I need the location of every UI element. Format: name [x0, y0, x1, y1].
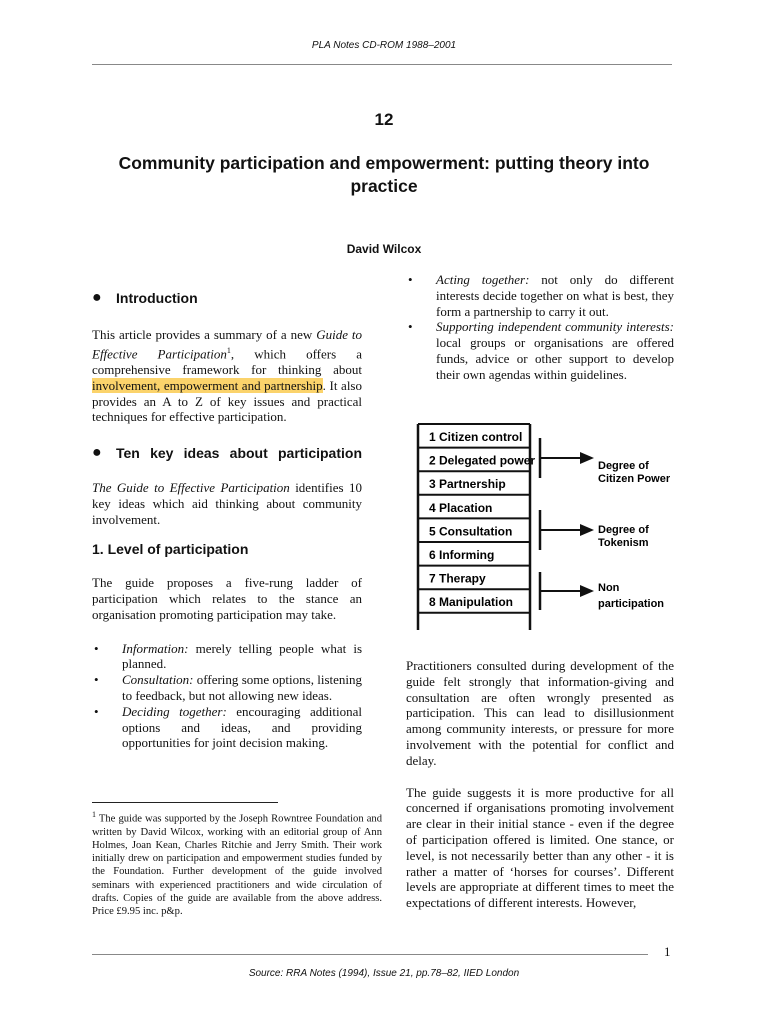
- list-item: • Deciding together: encouraging additional options and ideas, and providing opportunities for joint decision making.: [94, 703, 362, 751]
- ladder-rung-label: 8 Manipulation: [429, 595, 513, 610]
- group-label-line2: Citizen Power: [598, 473, 671, 485]
- list-item: • Consultation: offering some options, listening to feedback, but not allowing new ideas.: [94, 672, 362, 704]
- right-column-bottom: [406, 658, 674, 911]
- highlighted-text: involvement, empowerment and partnership: [92, 377, 323, 393]
- list-item: • Acting together: not only do different interests decide together on what is best, they form a partnership to carry it out.: [408, 272, 674, 319]
- ladder-rung-label: 5 Consultation: [429, 524, 513, 539]
- level-heading: 1. Level of participation: [92, 540, 249, 557]
- article-title: Community participation and empowerment: putting theory into practice: [118, 153, 650, 196]
- ladder-rung-label: 1 Citizen control: [429, 430, 523, 444]
- footnote: $^1$ The guide was supported by the Joseph Rowntree Foundation and written by David Wilcox, working with an editorial group of Ann Holmes, Joan Kean, Charles Ritchie and Jerry Smith. Their work initially drew on participation and empowerment studies funded by the Foundation. Further development of the guide involved seminars with experienced practitioners and wide circulation of drafts. Copies of the guide are available from the above address. Price £9.95 inc. p&p.: [92, 810, 382, 917]
- participation-levels-list: [92, 641, 362, 752]
- practitioners-paragraph: Practitioners consulted during development of the guide felt strongly that information-giving and consultation are often wrongly presented as participation. This can lead to disillusionment among community interests, or pressure for more involvement with the potential for conflict and delay.: [406, 658, 674, 768]
- ladder-of-participation-diagram: [412, 420, 674, 632]
- group-label-line2: participation: [598, 598, 665, 610]
- ladder-rung-label: 7 Therapy: [429, 571, 486, 586]
- page-number: 1: [664, 944, 671, 959]
- group-label-line2: Tokenism: [598, 537, 649, 549]
- ten-ideas-heading: ● Ten key ideas about participation: [92, 444, 362, 462]
- ladder-rung-label: 2 Delegated power: [429, 453, 536, 468]
- list-item: • Information: merely telling people what is planned.: [94, 640, 362, 672]
- arrow-head-icon: [580, 524, 594, 536]
- participation-levels-list-cont: [406, 272, 674, 383]
- group-label-line1: Non: [598, 582, 620, 594]
- source-citation: Source: RRA Notes (1994), Issue 21, pp.78–82, IIED London: [248, 968, 520, 979]
- group-label-line1: Degree of: [598, 524, 649, 536]
- chapter-number: 12: [374, 110, 394, 129]
- running-header: PLA Notes CD-ROM 1988–2001: [311, 40, 457, 51]
- ladder-rung-label: 6 Informing: [429, 548, 495, 562]
- right-column-top: [406, 272, 674, 383]
- guide-suggests-paragraph: The guide suggests it is more productive for all concerned if organisations promoting involvement are clear in their initial stance - even if the degree of participation offered is limited. One stance, or level, is not necessarily better than any other - it is rather a matter of ‘horses for courses’. Different levels are appropriate at different times to meet the expectations of different interests. However,: [406, 784, 674, 911]
- intro-heading: ● Introduction: [92, 289, 198, 306]
- header-rule: [92, 64, 672, 65]
- bullet-icon: ●: [92, 289, 102, 306]
- author-name: David Wilcox: [346, 242, 422, 256]
- ten-ideas-paragraph: The Guide to Effective Participation identifies 10 key ideas which aid thinking about community involvement.: [92, 480, 362, 527]
- ladder-rung-label: 3 Partnership: [429, 477, 506, 492]
- level-paragraph: The guide proposes a five-rung ladder of participation which relates to the stance an organisation promoting participation may take.: [92, 575, 362, 622]
- bullet-icon: ●: [92, 444, 102, 462]
- intro-paragraph: This article provides a summary of a new Guide to Effective Participation$^1$, which offers a comprehensive framework for thinking about involvement, empowerment and partnership. It also provides an A to Z of key issues and practical techniques for effective participation.: [92, 327, 362, 425]
- list-item: • Supporting independent community interests: local groups or organisations are offered funds, advice or other support to develop their own agendas within guidelines.: [408, 319, 674, 382]
- group-label-line1: Degree of: [598, 460, 649, 472]
- ladder-rung-label: 4 Placation: [429, 500, 493, 515]
- left-column: [92, 290, 362, 751]
- arrow-head-icon: [580, 452, 594, 464]
- footnote-rule: [92, 802, 278, 803]
- arrow-head-icon: [580, 585, 594, 597]
- footer-rule: [92, 954, 648, 955]
